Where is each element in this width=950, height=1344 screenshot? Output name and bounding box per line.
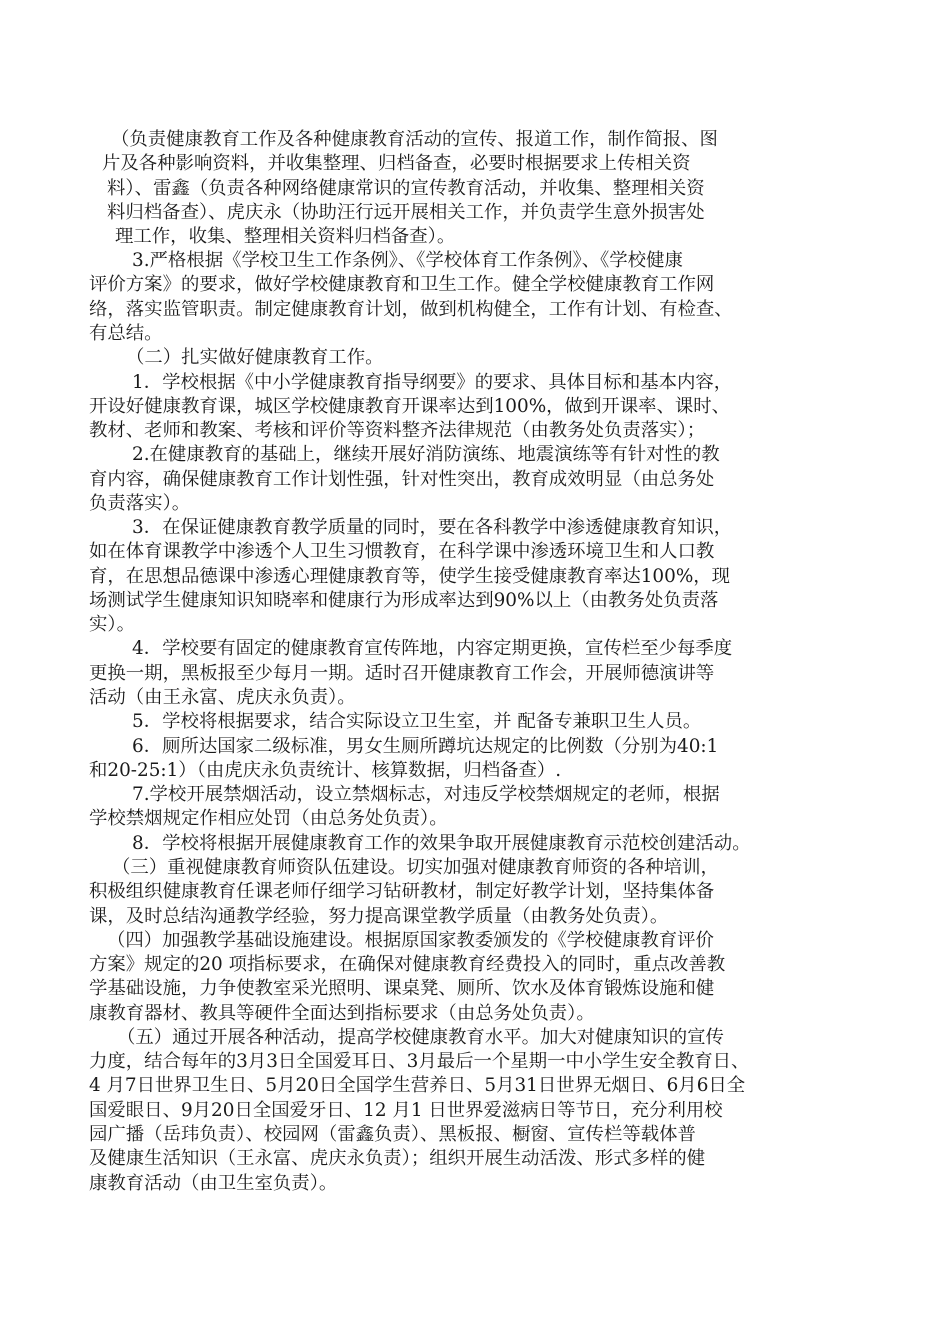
text-line: 片及各种影响资料，并收集整理、归档备查，必要时根据要求上传相关资 xyxy=(102,153,691,174)
text-line: 更换一期，黑板报至少每月一期。适时召开健康教育工作会，开展师德演讲等 xyxy=(89,663,715,684)
text-line: 力度，结合每年的3月3日全国爱耳日、3月最后一个星期一中小学生安全教育日、 xyxy=(89,1051,750,1072)
text-line: 3.严格根据《学校卫生工作条例》、《学校体育工作条例》、《学校健康 xyxy=(132,250,683,271)
text-line: 园广播（岳玮负责）、校园网（雷鑫负责）、黑板报、橱窗、宣传栏等载体普 xyxy=(89,1124,696,1145)
text-line: 评价方案》的要求，做好学校健康教育和卫生工作。健全学校健康教育工作网 xyxy=(89,274,715,295)
text-line: 络，落实监管职责。制定健康教育计划，做到机构健全，工作有计划、有检查、 xyxy=(89,299,733,320)
text-line: 有总结。 xyxy=(89,323,163,344)
text-line: 活动（由王永富、虎庆永负责）。 xyxy=(89,687,356,708)
text-line: 及健康生活知识（王永富、虎庆永负责）；组织开展生动活泼、形式多样的健 xyxy=(89,1148,706,1169)
text-line: 课，及时总结沟通教学经验，努力提高课堂教学质量（由教务处负责）。 xyxy=(89,906,669,927)
text-line: 开设好健康教育课，城区学校健康教育开课率达到100%，做到开课率、课时、 xyxy=(89,396,731,417)
text-line: 康教育器材、教具等硬件全面达到指标要求（由总务处负责）。 xyxy=(89,1003,595,1024)
text-line: 7.学校开展禁烟活动，设立禁烟标志，对违反学校禁烟规定的老师，根据 xyxy=(132,784,720,805)
text-line: 和20-25:1）（由虎庆永负责统计、核算数据，归档备查）. xyxy=(89,760,562,781)
text-line: 3．在保证健康教育教学质量的同时，要在各科教学中渗透健康教育知识， xyxy=(132,517,733,538)
text-line: 负责落实）。 xyxy=(89,493,191,514)
text-line: 料归档备查）、虎庆永（协助汪行远开展相关工作，并负责学生意外损害处 xyxy=(107,202,705,223)
section-heading: （四）加强教学基础设施建设。根据原国家教委颁发的《学校健康教育评价 xyxy=(107,930,714,951)
text-line: 教材、老师和教案、考核和评价等资料整齐法律规范（由教务处负责落实）； xyxy=(89,420,706,441)
section-heading: （二）扎实做好健康教育工作。 xyxy=(126,347,384,368)
text-line: 1．学校根据《中小学健康教育指导纲要》的要求、具体目标和基本内容， xyxy=(132,372,733,393)
text-line: 学基础设施，力争使教室采光照明、课桌凳、厕所、饮水及体育锻炼设施和健 xyxy=(89,978,715,999)
text-line: 8．学校将根据开展健康教育工作的效果争取开展健康教育示范校创建活动。 xyxy=(132,833,751,854)
text-line: 4．学校要有固定的健康教育宣传阵地，内容定期更换，宣传栏至少每季度 xyxy=(132,638,733,659)
text-line: 积极组织健康教育任课老师仔细学习钻研教材，制定好教学计划，坚持集体备 xyxy=(89,881,715,902)
text-line: （负责健康教育工作及各种健康教育活动的宣传、报道工作，制作简报、图 xyxy=(111,129,718,150)
text-line: 育，在思想品德课中渗透心理健康教育等，使学生接受健康教育率达100%，现 xyxy=(89,566,731,587)
text-line: 5．学校将根据要求，结合实际设立卫生室，并 配备专兼职卫生人员。 xyxy=(132,711,702,732)
text-line: 理工作，收集、整理相关资料归档备查）。 xyxy=(115,226,456,247)
text-line: 4 月7日世界卫生日、5月20日全国学生营养日、5月31日世界无烟日、6月6日全 xyxy=(89,1075,746,1096)
text-line: 方案》规定的20 项指标要求，在确保对健康教育经费投入的同时，重点改善教 xyxy=(89,954,726,975)
text-line: 育内容，确保健康教育工作计划性强，针对性突出，教育成效明显（由总务处 xyxy=(89,469,715,490)
text-line: 实）。 xyxy=(89,614,135,635)
text-line: 康教育活动（由卫生室负责）。 xyxy=(89,1173,338,1194)
section-heading: （五）通过开展各种活动，提高学校健康教育水平。加大对健康知识的宣传 xyxy=(117,1027,724,1048)
text-line: 6．厕所达国家二级标准，男女生厕所蹲坑达规定的比例数（分别为40:1 xyxy=(132,736,719,757)
text-line: 2.在健康教育的基础上，继续开展好消防演练、地震演练等有针对性的教 xyxy=(132,444,720,465)
text-line: 学校禁烟规定作相应处罚（由总务处负责）。 xyxy=(89,808,448,829)
section-heading: （三）重视健康教育师资队伍建设。切实加强对健康教育师资的各种培训， xyxy=(112,857,719,878)
text-line: 场测试学生健康知识知晓率和健康行为形成率达到90%以上（由教务处负责落 xyxy=(89,590,719,611)
text-line: 国爱眼日、9月20日全国爱牙日、12 月1 日世界爱滋病日等节日，充分利用校 xyxy=(89,1100,723,1121)
text-line: 料）、雷鑫（负责各种网络健康常识的宣传教育活动，并收集、整理相关资 xyxy=(107,178,705,199)
text-line: 如在体育课教学中渗透个人卫生习惯教育，在科学课中渗透环境卫生和人口教 xyxy=(89,541,715,562)
